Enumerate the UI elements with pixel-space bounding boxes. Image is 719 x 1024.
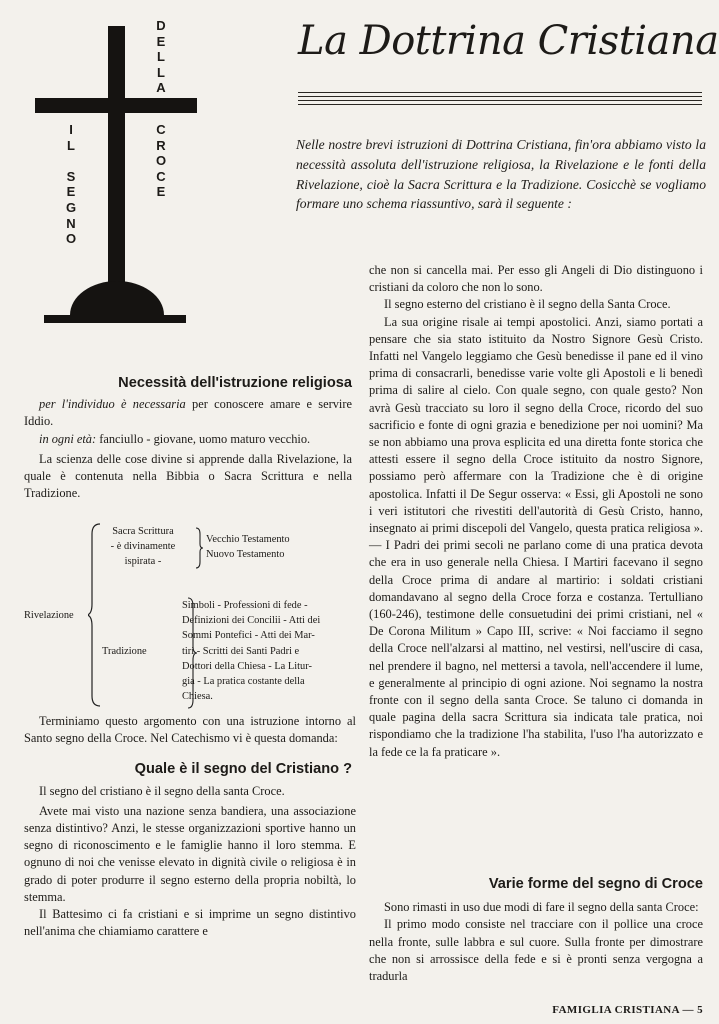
paragraph: per l'individuo è necessaria per conoscere amare e servire Iddio. [24, 397, 352, 429]
emblem-letter: I [69, 122, 73, 137]
diagram-branch1-label: Sacra Scrittura - è divinamente ispirata - [110, 526, 176, 568]
paragraph: La sua origine risale ai tempi apostolici. Anzi, siamo portati a pensare che sia stato istituito da Nostro Signore Gesù Cristo. Infatti nel Vangelo leggiamo che Gesù benedisse il pane ed il vino prima di consacrarli, benedisse varie volte gli Apostoli e li benedì prima di salire al cielo. Con quale segno, con quale gesto? Non avrà Gesù tracciato su loro il segno della Croce, ricordo del suo sacrificio e fonte di ogni grazia e benedizione per noi uomini? Ma se non abbiamo una prova esplicita ed una diretta fonte storica che attesti essere il segno della Croce istituito da nostro Signore, possiamo però affermare con la Tradizione che è di origine apostolica. Infatti il De Segur osserva: « Essi, gli Apostoli ne sono i veri istitutori che rivestiti dell'autorità di Gesù Cristo, hanno, insegnato ai primi discepoli del Vangelo, questa pratica religiosa ». — I Padri dei primi secoli ne parlano come di una pratica devota che era in uso generale nella Chiesa. I Martiri facevano il segno della Croce prima di andare al martirio: i soldati cristiani domandavano al segno della Croce forza e costanza. Tertulliano (160-246), testimone delle consuetudini dei primi cristiani, nel « De Corona Militum » Capo III, scrive: « Noi facciamo il segno della Croce nell'alzarsi al mattino, nel vestirsi, nell'uscire di casa, nel prendere il bagno, nel mettersi a tavola, nell'accendere il lume, e generalmente al principio di ogni azione. Noi segnamo la nostra fronte con il segno della santa Croce. Se taluno ci domanda in quale pagina della sacra Scrittura sia indicata tale pratica, noi rispondiamo che la tradizione l'ha stabilita, l'uso l'ha autorizzato e la fede ce la fa praticare ». [369, 314, 703, 759]
left-column-bottom [24, 713, 356, 940]
emblem-letter: S [66, 168, 76, 184]
revelation-diagram [24, 520, 359, 710]
emblem-letter: L [157, 49, 165, 65]
paragraph: Sono rimasti in uso due modi di fare il segno della santa Croce: [384, 900, 699, 915]
magazine-name: FAMIGLIA CRISTIANA [552, 1004, 680, 1016]
emblem-letter: A [156, 80, 166, 96]
emblem-letter: G [65, 199, 77, 215]
emblem-letter: N [66, 215, 76, 231]
paragraph: Il segno esterno del cristiano è il segno della Santa Croce. [384, 297, 671, 312]
diagram-branch2-label: Tradizione [102, 646, 147, 657]
title-rule [298, 96, 702, 97]
diagram-branch1-subitems: Vecchio Testamento Nuovo Testamento [206, 534, 290, 561]
title-rule [298, 100, 702, 101]
page-footer [552, 1004, 703, 1016]
emblem-letter: E [66, 184, 76, 200]
paragraph: Il primo modo consiste nel tracciare con il pollice una croce nella fronte, sulle labbra e sul cuore. Sulla fronte per dimostrare che non si arrossisce della fede e si è pronti senza vergogna a tradurla [369, 917, 703, 984]
brace-small-icon [194, 526, 204, 570]
page-number: 5 [697, 1004, 703, 1016]
emblem-left-text [64, 122, 78, 247]
cross-icon [30, 18, 210, 330]
paragraph: Il segno del cristiano è il segno della santa Croce. [39, 783, 285, 798]
section-heading: Varie forme del segno di Croce [488, 876, 703, 892]
emblem-letter: O [155, 153, 167, 169]
paragraph: Terminiamo questo argomento con una istruzione intorno al Santo segno della Croce. Nel Catechismo vi è questa domanda: [24, 714, 356, 746]
footer-separator: — [682, 1004, 694, 1016]
paragraph: che non si cancella mai. Per esso gli Angeli di Dio distinguono i cristiani da coloro che non lo sono. [369, 263, 703, 295]
emblem-letter: L [67, 137, 75, 153]
diagram-branch2-items: Simboli - Professioni di fede - Definizioni dei Concilii - Atti dei Sommi Pontefici - Atti dei Mar- tiri - Scritti dei Santi Padri e Dottori della Chiesa - La Litur- gia - La pratica costante della Chiesa. [182, 600, 321, 703]
emblem-letter: O [65, 231, 77, 247]
emblem-right-top-text [154, 18, 168, 96]
paragraph: Il Battesimo ci fa cristiani e si imprime un segno distintivo nell'anima che chiamiamo carattere e [24, 907, 356, 939]
cross-emblem [30, 18, 210, 330]
right-column [369, 262, 703, 761]
emblem-letter: C [156, 168, 166, 184]
title-rule [298, 92, 702, 93]
paragraph: in ogni età: fanciullo - giovane, uomo maturo vecchio. [39, 431, 311, 446]
emblem-letter: E [156, 33, 166, 49]
emblem-letter: D [156, 18, 166, 33]
right-column-bottom [369, 876, 703, 985]
page-title: La Dottrina Cristiana [298, 18, 719, 64]
emblem-letter: L [157, 64, 165, 80]
intro-paragraph: Nelle nostre brevi istruzioni di Dottrina Cristiana, fin'ora abbiamo visto la necessità assoluta dell'istruzione religiosa, la Rivelazione e le fonti della Rivelazione, cioè la Sacra Scrittura e la Tradizione. Cosicchè se vogliamo formare uno schema riassuntivo, sarà il seguente : [296, 137, 706, 212]
paragraph: Avete mai visto una nazione senza bandiera, una associazione senza distintivo? Anzi, le stesse organizzazioni sportive hanno un segno di riconoscimento e le famiglie hanno il loro stemma. E ognuno di noi che venisse elevato in dignità civile o religiosa è in grado di poter produrre il segno esterno della propria nobiltà, lo stemma. [24, 803, 356, 904]
left-column-top [24, 375, 352, 502]
emblem-letter: E [156, 184, 166, 200]
section-heading: Necessità dell'istruzione religiosa [118, 375, 352, 391]
emblem-right-bottom-text [154, 122, 168, 200]
paragraph: La scienza delle cose divine si apprende dalla Rivelazione, la quale è contenuta nella Bibbia o Sacra Scrittura e nella Tradizione. [24, 451, 352, 501]
emblem-letter: R [156, 137, 166, 153]
diagram-root-label: Rivelazione [24, 610, 74, 621]
emblem-letter: C [156, 122, 166, 137]
title-rule [298, 104, 702, 105]
section-heading: Quale è il segno del Cristiano ? [134, 761, 352, 778]
